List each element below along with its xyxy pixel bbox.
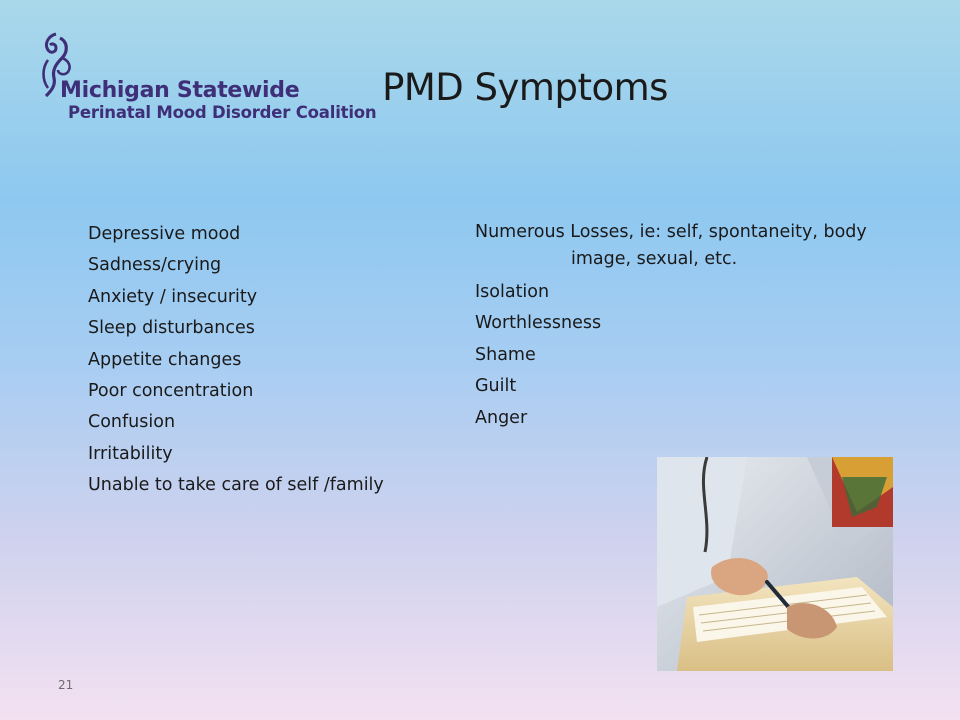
symptom-list-left: [88, 219, 384, 502]
list-item: Appetite changes: [88, 349, 242, 370]
list-item: Depressive mood: [88, 224, 241, 244]
list-item: Sleep disturbances: [88, 318, 255, 339]
list-item: Anxiety / insecurity: [88, 286, 258, 307]
slide-title: PMD Symptoms: [382, 66, 668, 109]
coalition-logo: [34, 30, 377, 125]
list-item: Anger: [475, 407, 528, 428]
list-item: Confusion: [88, 412, 176, 433]
list-item: Sadness/crying: [88, 255, 222, 276]
list-item: Irritability: [88, 443, 173, 464]
page-number: 21: [58, 678, 74, 692]
list-item: Shame: [475, 344, 536, 365]
list-item: Poor concentration: [88, 381, 254, 402]
losses-line-1: Numerous Losses, ie: self, spontaneity, body: [475, 222, 867, 242]
list-item-losses: [475, 219, 925, 277]
list-item: Worthlessness: [475, 313, 602, 334]
losses-line-2: image, sexual, etc.: [571, 249, 738, 269]
list-item: Guilt: [475, 376, 517, 397]
list-item: Isolation: [475, 282, 550, 302]
logo-line-2: Perinatal Mood Disorder Coalition: [68, 103, 377, 122]
doctor-clipboard-photo: [657, 457, 893, 671]
logo-line-1: Michigan Statewide: [60, 78, 300, 103]
symptom-list-right: [475, 219, 925, 434]
list-item: Unable to take care of self /family: [88, 475, 384, 496]
